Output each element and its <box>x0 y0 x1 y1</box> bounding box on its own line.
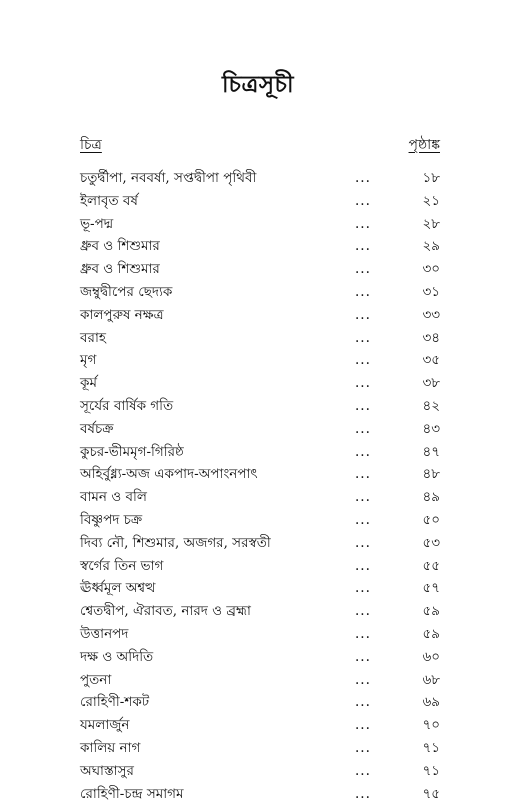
entry-title: ইলাবৃত বর্ষ <box>80 192 138 209</box>
entry-page-number: ৬৮ <box>422 671 440 688</box>
list-item <box>80 577 440 600</box>
entry-title: দক্ষ ও অদিতি <box>80 648 154 665</box>
dot-leader: ... <box>355 511 371 528</box>
dot-leader: ... <box>355 238 371 255</box>
entry-page-number: ২৮ <box>422 215 440 232</box>
entry-page-number: ২৯ <box>422 238 440 255</box>
dot-leader: ... <box>355 283 371 300</box>
entry-title: ধ্রুব ও শিশুমার <box>80 261 160 278</box>
entry-page-number: ১৮ <box>422 170 440 186</box>
list-item <box>80 646 440 669</box>
dot-leader: ... <box>355 671 371 688</box>
list-item <box>80 509 440 532</box>
list-item <box>80 304 440 327</box>
entry-title: কূর্ম <box>80 375 97 392</box>
entry-title: যমলার্জুন <box>80 717 130 734</box>
entry-title: অঘাস্তাসুর <box>80 762 134 779</box>
entry-title: বিষ্ণুপদ চক্র <box>80 511 143 528</box>
list-item <box>80 532 440 555</box>
entry-page-number: ৩৪ <box>422 329 440 346</box>
list-item <box>80 783 440 805</box>
dot-leader: ... <box>355 762 371 779</box>
entry-title: ঊর্ধ্বমূল অশ্বত্থ <box>80 580 156 597</box>
dot-leader: ... <box>355 557 371 574</box>
list-item <box>80 258 440 281</box>
list-item <box>80 691 440 714</box>
entry-title: স্বর্গের তিন ভাগ <box>80 557 164 574</box>
entry-title: চতুর্দ্বীপা, নববর্ষা, সপ্তদ্বীপা পৃথিবী <box>80 170 257 186</box>
list-item <box>80 441 440 464</box>
dot-leader: ... <box>355 397 371 414</box>
dot-leader: ... <box>355 580 371 597</box>
entry-title: উত্তানপদ <box>80 625 129 642</box>
entry-page-number: ৬০ <box>422 648 440 665</box>
entry-title: রোহিণী-শকট <box>80 694 150 711</box>
entry-title: দিব্য নৌ, শিশুমার, অজগর, সরস্বতী <box>80 534 271 551</box>
list-header <box>80 133 440 155</box>
entry-title: মৃগ <box>80 352 97 369</box>
entry-page-number: ৫৫ <box>422 557 440 574</box>
entry-page-number: ৭৫ <box>422 785 440 802</box>
entry-page-number: ৪৮ <box>422 466 440 483</box>
entry-page-number: ৩৩ <box>422 306 440 323</box>
list-item <box>80 600 440 623</box>
dot-leader: ... <box>355 420 371 437</box>
entry-page-number: ৭০ <box>422 717 440 734</box>
dot-leader: ... <box>355 489 371 506</box>
dot-leader: ... <box>355 785 371 802</box>
dot-leader: ... <box>355 694 371 711</box>
list-item <box>80 281 440 304</box>
entry-title: সূর্যের বার্ষিক গতি <box>80 397 174 414</box>
list-item <box>80 235 440 258</box>
list-item <box>80 213 440 236</box>
column-header-page-number: পৃষ্ঠাঙ্ক <box>408 137 440 153</box>
dot-leader: ... <box>355 375 371 392</box>
dot-leader: ... <box>355 625 371 642</box>
entry-page-number: ৩৮ <box>422 375 440 392</box>
list-item <box>80 349 440 372</box>
list-item <box>80 760 440 783</box>
entry-title: শ্বেতদ্বীপ, ঐরাবত, নারদ ও ব্রহ্মা <box>80 603 251 620</box>
entry-title: ভূ-পদ্ম <box>80 215 114 232</box>
entry-page-number: ৬৯ <box>422 694 440 711</box>
dot-leader: ... <box>355 352 371 369</box>
entry-title: কালপুরুষ নক্ষত্র <box>80 306 164 323</box>
entry-page-number: ৩৫ <box>422 352 440 369</box>
entry-title: বামন ও বলি <box>80 489 147 506</box>
entry-page-number: ৭১ <box>422 762 440 779</box>
list-item <box>80 418 440 441</box>
entry-page-number: ৫৭ <box>422 580 440 597</box>
illustration-list <box>80 167 440 805</box>
entry-title: কুচর-ভীমমৃগ-গিরিষ্ঠ <box>80 443 184 460</box>
dot-leader: ... <box>355 306 371 323</box>
entry-page-number: ৫০ <box>422 511 440 528</box>
column-header-illustration: চিত্র <box>80 137 102 153</box>
entry-page-number: ৪৩ <box>422 420 440 437</box>
list-item <box>80 714 440 737</box>
entry-title: অহির্বুধ্ন্য-অজ একপাদ-অপাংনপাৎ <box>80 466 258 483</box>
entry-page-number: ৪২ <box>422 397 440 414</box>
list-item <box>80 190 440 213</box>
entry-title: বর্ষচক্র <box>80 420 114 437</box>
page-title: চিত্রসূচী <box>221 71 295 98</box>
entry-title: পুতনা <box>80 671 112 688</box>
dot-leader: ... <box>355 648 371 665</box>
dot-leader: ... <box>355 443 371 460</box>
dot-leader: ... <box>355 739 371 756</box>
entry-title: রোহিণী-চন্দ্র সমাগম <box>80 785 184 802</box>
list-item <box>80 327 440 350</box>
entry-page-number: ৭১ <box>422 739 440 756</box>
dot-leader: ... <box>355 215 371 232</box>
dot-leader: ... <box>355 329 371 346</box>
list-item <box>80 395 440 418</box>
list-item <box>80 372 440 395</box>
dot-leader: ... <box>355 534 371 551</box>
entry-page-number: ৩০ <box>422 261 440 278</box>
entry-page-number: ৪৯ <box>422 489 440 506</box>
entry-page-number: ৫৯ <box>422 625 440 642</box>
entry-page-number: ৫৯ <box>422 603 440 620</box>
dot-leader: ... <box>355 261 371 278</box>
dot-leader: ... <box>355 603 371 620</box>
entry-title: ধ্রুব ও শিশুমার <box>80 238 160 255</box>
dot-leader: ... <box>355 717 371 734</box>
list-item <box>80 737 440 760</box>
dot-leader: ... <box>355 466 371 483</box>
list-item <box>80 486 440 509</box>
entry-title: কালিয় নাগ <box>80 739 141 756</box>
dot-leader: ... <box>355 170 371 186</box>
list-item <box>80 555 440 578</box>
list-item <box>80 623 440 646</box>
list-item <box>80 669 440 692</box>
entry-title: জম্বুদ্বীপের ছেদ্যক <box>80 283 173 300</box>
entry-page-number: ৩১ <box>422 283 440 300</box>
entry-title: বরাহ <box>80 329 106 346</box>
list-item <box>80 167 440 190</box>
entry-page-number: ৫৩ <box>422 534 440 551</box>
list-item <box>80 463 440 486</box>
entry-page-number: ২১ <box>422 192 440 209</box>
entry-page-number: ৪৭ <box>422 443 440 460</box>
dot-leader: ... <box>355 192 371 209</box>
